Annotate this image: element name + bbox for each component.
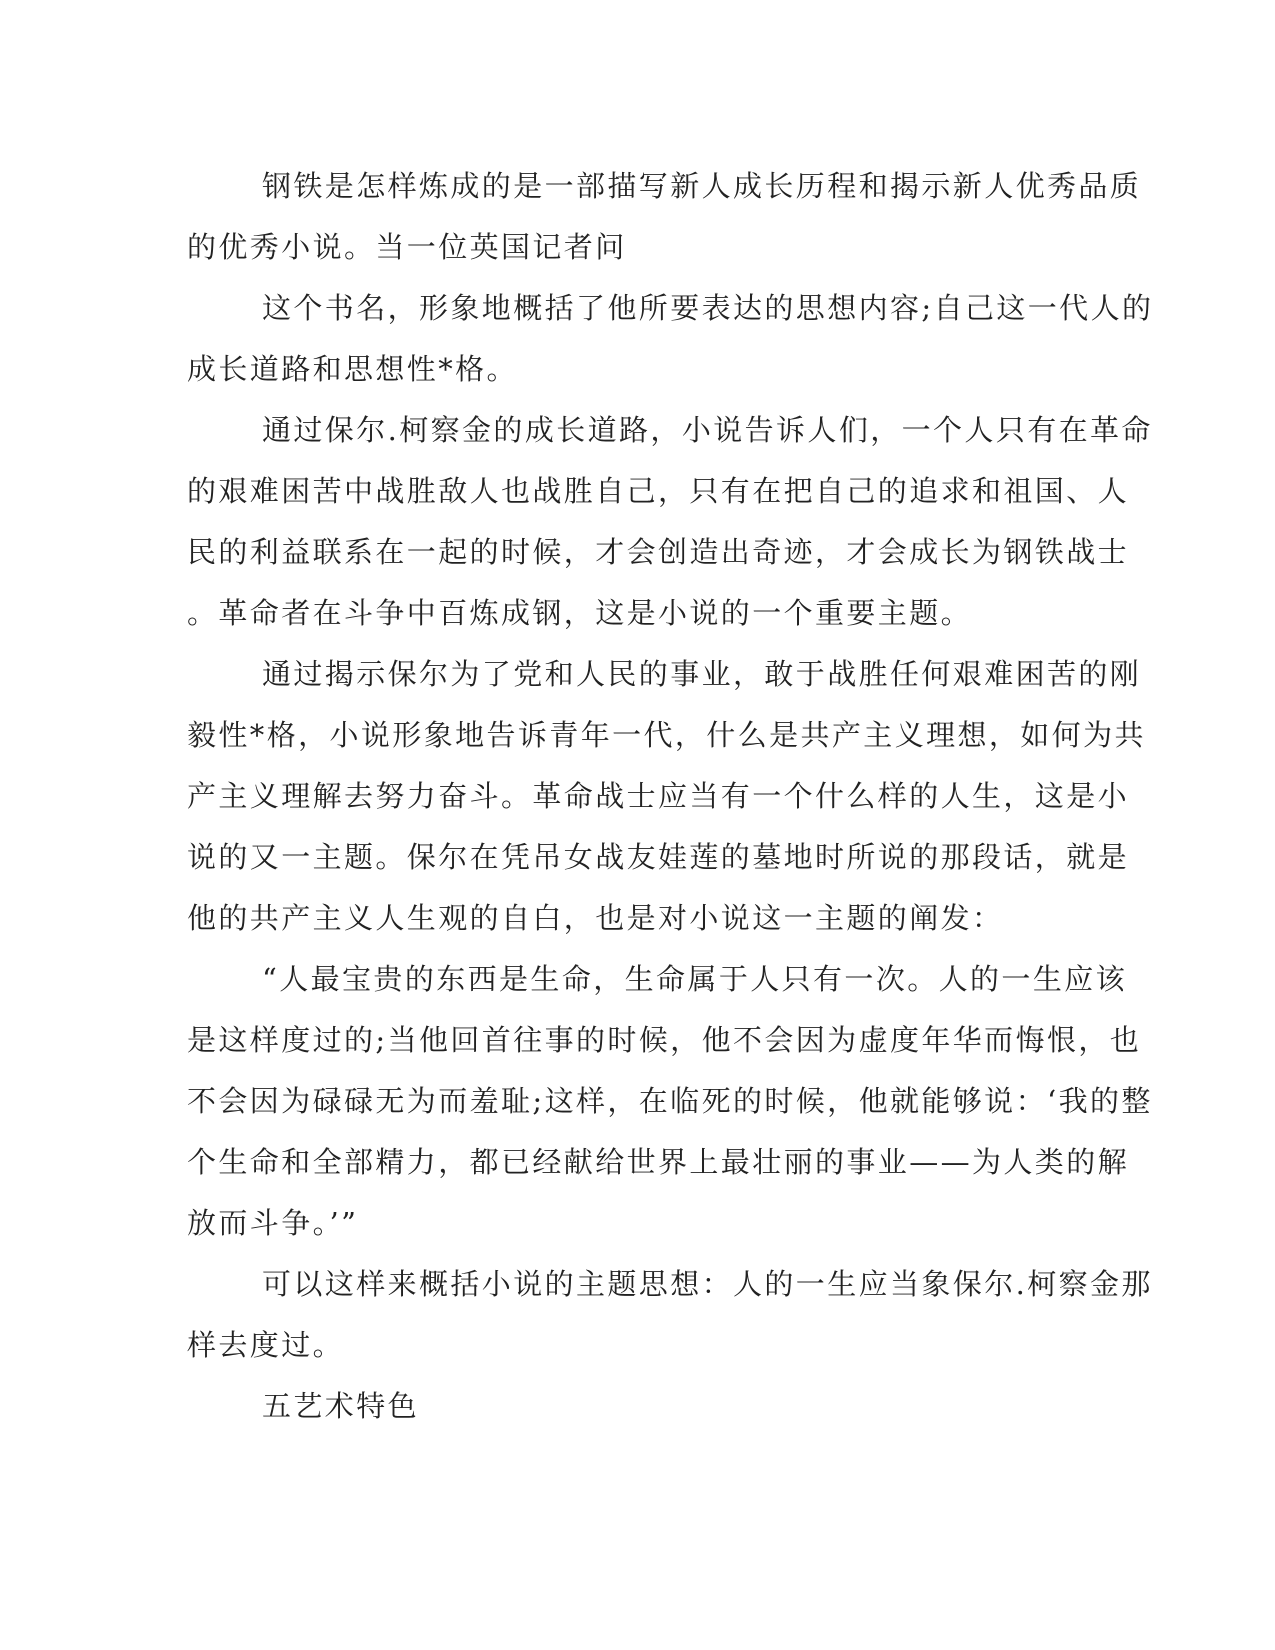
text-line: 成长道路和思想性*格。 [187,352,518,386]
document-body [187,156,1154,1437]
text-line: 放而斗争。’” [187,1206,359,1240]
text-line: 钢铁是怎样炼成的是一部描写新人成长历程和揭示新人优秀品质 [262,169,1142,203]
text-line: 的优秀小说。当一位英国记者问 [187,230,627,264]
text-line: 个生命和全部精力，都已经献给世界上最壮丽的事业——为人类的解 [187,1145,1130,1179]
text-line: 不会因为碌碌无为而羞耻;这样，在临死的时候，他就能够说：‘我的整 [187,1084,1153,1118]
text-line: 可以这样来概括小说的主题思想：人的一生应当象保尔.柯察金那 [262,1267,1153,1301]
text-line: 样去度过。 [187,1328,345,1362]
text-line: 通过揭示保尔为了党和人民的事业，敢于战胜任何艰难困苦的刚 [262,657,1142,691]
text-line: 说的又一主题。保尔在凭吊女战友娃莲的墓地时所说的那段话，就是 [187,840,1130,874]
text-line: 通过保尔.柯察金的成长道路，小说告诉人们，一个人只有在革命 [262,413,1153,447]
text-line: 产主义理解去努力奋斗。革命战士应当有一个什么样的人生，这是小 [187,779,1130,813]
text-line: 毅性*格，小说形象地告诉青年一代，什么是共产主义理想，如何为共 [187,718,1146,752]
text-line: 是这样度过的;当他回首往事的时候，他不会因为虚度年华而悔恨，也 [187,1023,1142,1057]
text-line: 这个书名，形象地概括了他所要表达的思想内容;自己这一代人的 [262,291,1154,325]
text-line: 的艰难困苦中战胜敌人也战胜自己，只有在把自己的追求和祖国、人 [187,474,1130,508]
text-line: 。革命者在斗争中百炼成钢，这是小说的一个重要主题。 [187,596,973,630]
section-heading: 五艺术特色 [262,1389,420,1423]
text-line: 他的共产主义人生观的自白，也是对小说这一主题的阐发： [187,901,1004,935]
text-line: “人最宝贵的东西是生命，生命属于人只有一次。人的一生应该 [262,962,1128,996]
text-line: 民的利益联系在一起的时候，才会创造出奇迹，才会成长为钢铁战士 [187,535,1130,569]
